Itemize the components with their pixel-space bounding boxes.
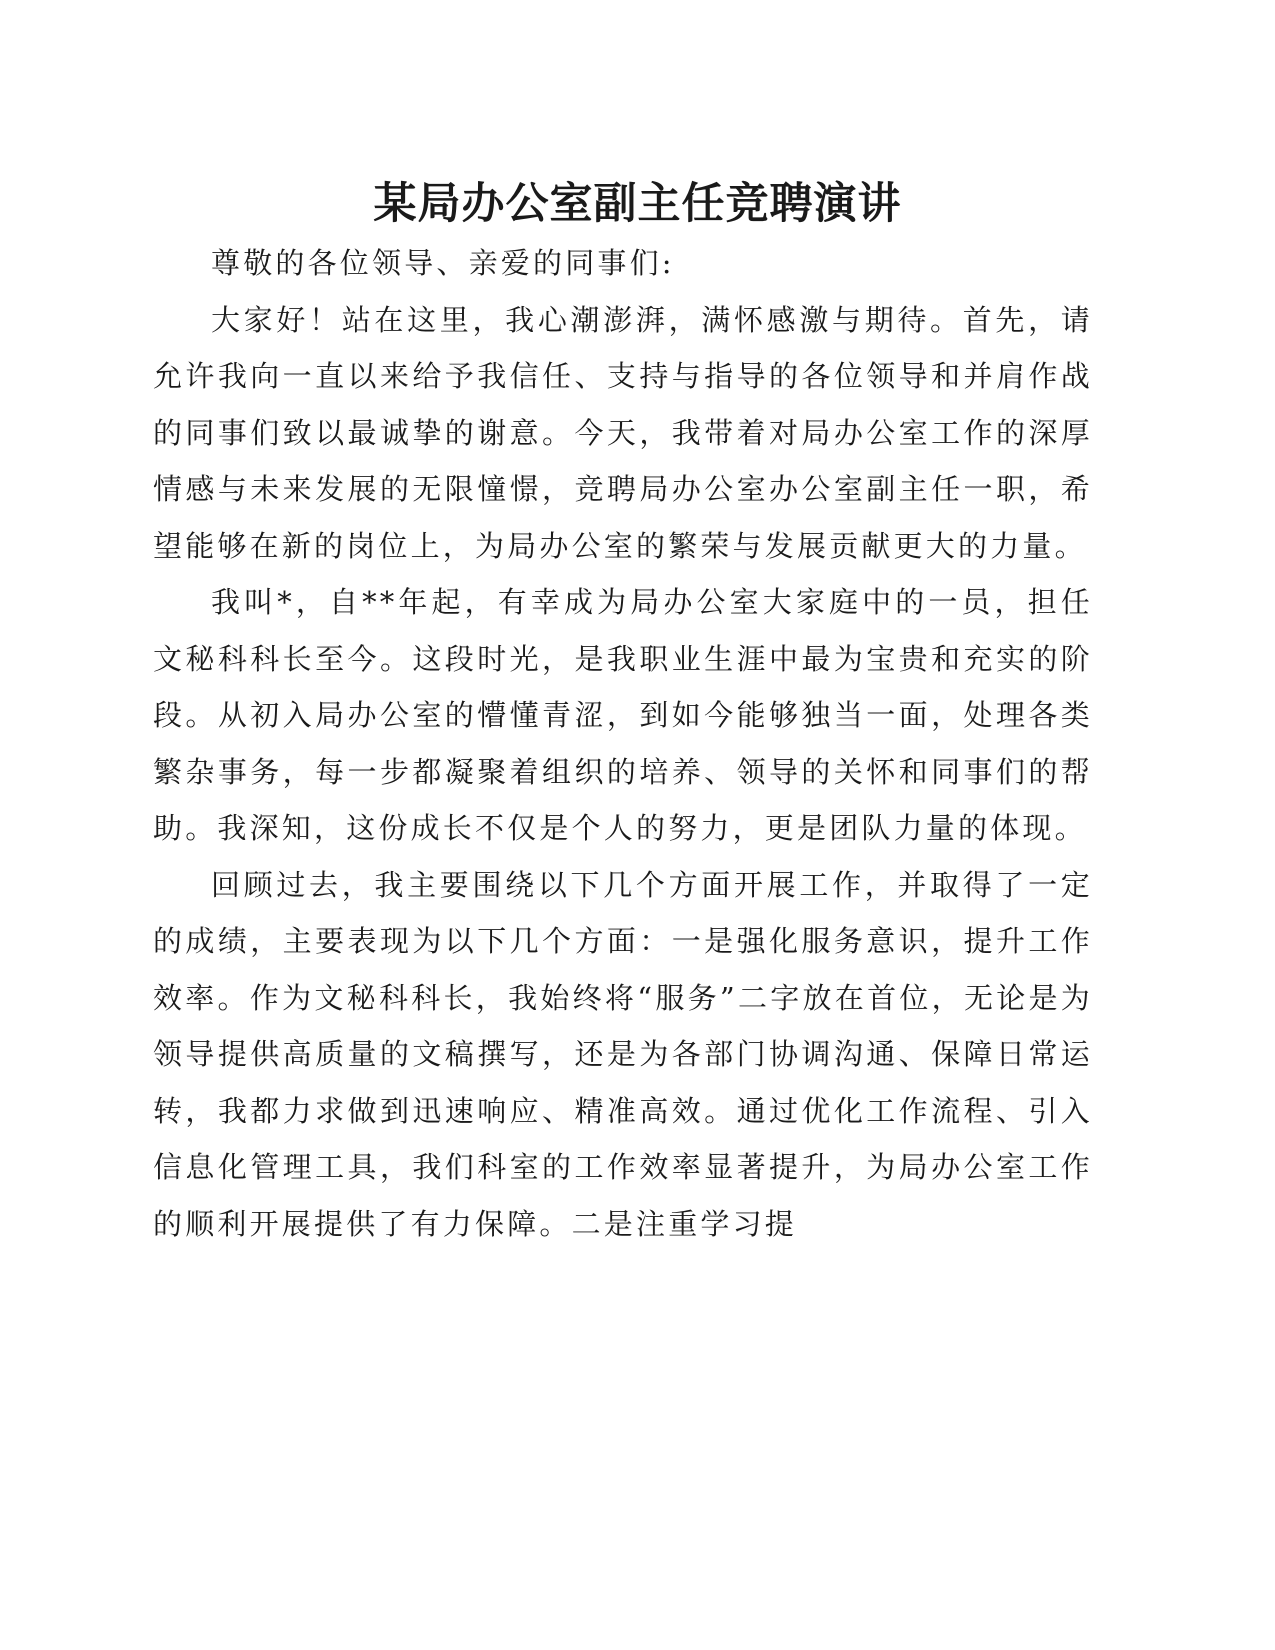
- document-title: 某局办公室副主任竞聘演讲: [373, 179, 902, 229]
- paragraph-self-intro: 我叫*，自**年起，有幸成为局办公室大家庭中的一员，担任文秘科科长至今。这段时光，是我职业生涯中最为宝贵和充实的阶段。从初入局办公室的懵懂青涩，到如今能够独当一面，处理各类繁杂事务，每一步都凝聚着组织的培养、领导的关怀和同事们的帮助。我深知，这份成长不仅是个人的努力，更是团队力量的体现。: [153, 585, 1093, 845]
- document-body: [153, 235, 1093, 1252]
- paragraph-greeting: 大家好！站在这里，我心潮澎湃，满怀感激与期待。首先，请允许我向一直以来给予我信任、支持与指导的各位领导和并肩作战的同事们致以最诚挚的谢意。今天，我带着对局办公室工作的深厚情感与未来发展的无限憧憬，竞聘局办公室办公室副主任一职，希望能够在新的岗位上，为局办公室的繁荣与发展贡献更大的力量。: [153, 302, 1093, 563]
- paragraph-salutation: 尊敬的各位领导、亲爱的同事们:: [211, 246, 675, 280]
- paragraph-review: 回顾过去，我主要围绕以下几个方面开展工作，并取得了一定的成绩，主要表现为以下几个方面：一是强化服务意识，提升工作效率。作为文秘科科长，我始终将“服务”二字放在首位，无论是为领导提供高质量的文稿撰写，还是为各部门协调沟通、保障日常运转，我都力求做到迅速响应、精准高效。通过优化工作流程、引入信息化管理工具，我们科室的工作效率显著提升，为局办公室工作的顺利开展提供了有力保障。二是注重学习提: [153, 867, 1093, 1241]
